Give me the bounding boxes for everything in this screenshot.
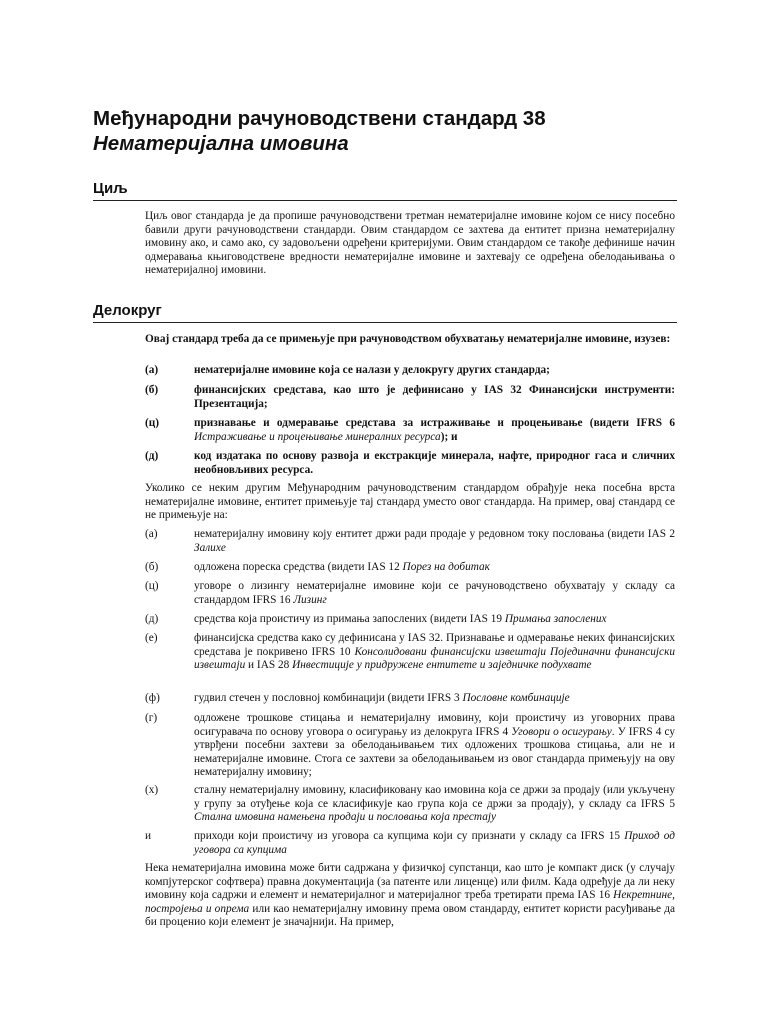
standard-subtitle: Нематеријална имовина — [93, 132, 349, 155]
section-heading-delokrug: Делокруг — [93, 302, 677, 323]
document-page: Међународни рачуноводствени стандард 38 Нематеријална имовина Циљ Циљ овог стандарда је да пропише рачуноводствени третман нематеријалне имовине којом се нису посебно бавили други рачуноводствени стандарди. Овим стандардом се захтева да ентитет призна нематеријалну имовину ако, и само ако, су задовољени одређени критеријуми. Овим стандардом се такође дефинише начин одмеравања књиговодствене вредности нематеријалне имовине и захтевају се одређена обелодањивања о нематеријалној имовини. Делокруг Овај стандард треба да се примењује при рачуноводством обухватању нематеријалне имовине, изузев: (а) нематеријалне имовине која се налази у делокругу других стандарда; (б) финансијских средстава, као што је дефинисано у IAS 32 Финансијски инструменти: Презентација; (ц) признавање и одмеравање средстава за истраживање и процењивање (видети IFRS 6 Истраживање и процењивање минералних ресурса); и (д) код издатака по основу развоја и екстракције минерала, нафте, природног гаса и сличних необновљивих ресурса. Уколико се неким другим Међународним рачуноводственим стандардом обрађује нека посебна врста нематеријалне имовине, ентитет примењује тај стандард уместо овог стандарда. На пример, овај стандард се не примењује на: (а) нематеријалну имовину коју ентитет држи ради продаје у редовном току пословања (видети IAS 2 Залихе (б) одложена пореска средства (видети IAS 12 Порез на добитак (ц) уговоре о лизингу нематеријалне имовине који се рачуноводствено обухватају у складу са стандардом IFRS 16 Лизинг (д) средства која проистичу из примања запослених (видети IAS 19 Примања запослених (е) финансијска средства како су дефинисана у IAS 32. Признавање и одмеравање неких финансијских средстава је покривено IFRS 10 Консолидовани финансијски извештаји Појединачни финансијски извештаји и IAS 28 Инвестиције у придружене ентитете и заједничке подухвате (ф) гудвил стечен у пословној комбинацији (видети IFRS 3 Пословне комбинације (г) одложене трошкове стицања и нематеријалну имовину, који проистичу из уговорних права осигуравача по основу уговора о осигурању из делокруга IFRS 4 Уговори о осигурању. У IFRS 4 су утврђени посебни захтеви за обелодањивањем тих одложених трошкова стицања, али не и нематеријалне имовине. Стога се захтеви за обелодањивањем из овог стандарда примењују на ову нематеријалну имовину; (х) сталну нематеријалну имовину, класификовану као имовина која се држи за продају (или укључену у групу за отуђење која се класификује као група која се држи за продају), у складу са IFRS 5 Стална имовина намењена продаји и пословања која престају и приходи који проистичу из уговора са купцима који су признати у складу са IFRS 15 Приход од уговора са купцима Нека нематеријална имовина може бити садржана у физичкој супстанци, као што је компакт диск (у случају компјутерског софтвера) правна документација (за патенте или лиценце) или филм. Када одређује да ли неку имовину која садржи и елемент и нематеријалног и материјалног треба третирати према IAS 16 Некретнине, постројења и опрема или као нематеријалну имовину према овом стандарду, ентитет користи расуђивање да би проценио који елемент је значајнији. На пример, — [0, 0, 768, 1024]
cilj-paragraph: Циљ овог стандарда је да пропише рачуноводствени третман нематеријалне имовине којом се нису посебно бавили други рачуноводствени стандарди. Овим стандардом се захтева да ентитет призна нематеријалну имовину ако, и само ако, су задовољени одређени критеријуми. Овим стандардом се такође дефинише начин одмеравања књиговодствене вредности нематеријалне имовине и захтевају се одређена обелодањивања о нематеријалној имовини. — [145, 210, 675, 277]
delokrug-paragraph-2: Уколико се неким другим Међународним рачуноводственим стандардом обрађује нека посебна врста нематеријалне имовине, ентитет примењује тај стандард уместо овог стандарда. На пример, овај стандард се не примењује на: — [145, 482, 675, 522]
delokrug-intro: Овај стандард треба да се примењује при рачуноводством обухватању нематеријалне имовине, изузев: — [145, 333, 671, 345]
section-heading-cilj: Циљ — [93, 180, 677, 201]
page-title — [93, 106, 713, 156]
standard-title: Међународни рачуноводствени стандард 38 — [93, 107, 546, 130]
delokrug-paragraph-3: Нека нематеријална имовина може бити садржана у физичкој супстанци, као што је компакт диск (у случају компјутерског софтвера) правна документација (за патенте или лиценце) или филм. Када одређује да ли неку имовину која садржи и елемент и нематеријалног и материјалног треба третирати према IAS 16 Некретнине, постројења и опрема или као нематеријалну имовину према овом стандарду, ентитет користи расуђивање да би проценио који елемент је значајнији. На пример, — [145, 862, 675, 929]
